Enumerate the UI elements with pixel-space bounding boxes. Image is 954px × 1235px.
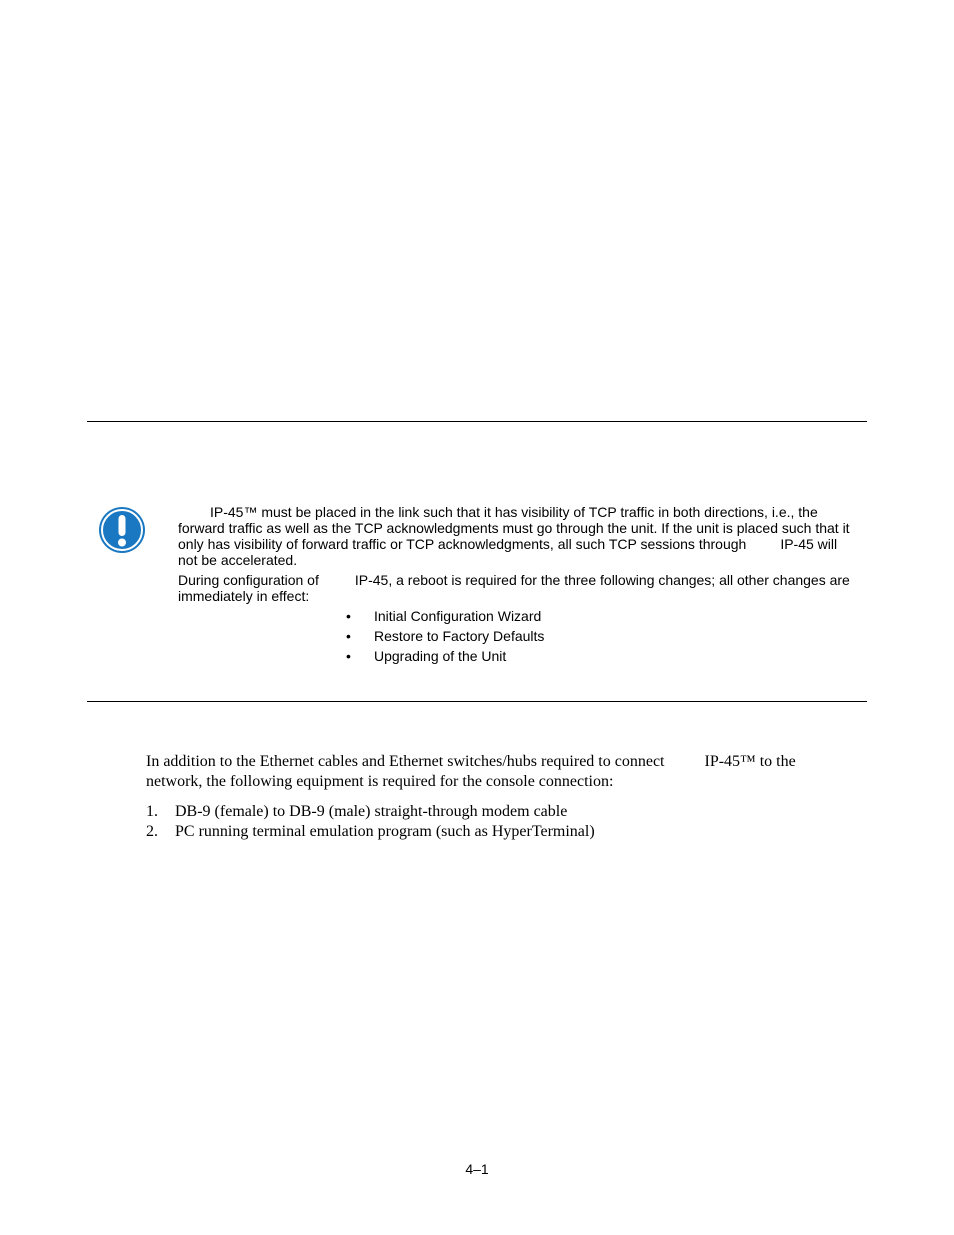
list-item	[146, 822, 595, 842]
list-item-text: Upgrading of the Unit	[374, 648, 507, 664]
list-item	[346, 608, 544, 628]
notice-placement-text-b: IP-45 will not be accelerated.	[178, 536, 838, 568]
list-item	[346, 648, 544, 668]
notice-reboot-text-a: During configuration of	[178, 572, 319, 588]
list-item	[146, 802, 595, 822]
list-item-text: DB-9 (female) to DB-9 (male) straight-through modem cable	[175, 803, 568, 820]
equipment-intro-text-a: In addition to the Ethernet cables and Ethernet switches/hubs required to connect	[146, 753, 665, 770]
list-item-number: 1.	[146, 803, 158, 820]
notice-placement-text-a: IP-45™ must be placed in the link such that it has visibility of TCP traffic in both directions, i.e., the forward traffic as well as the TCP acknowledgments must go through the unit. If the unit is placed such that it only has visibility of forward traffic or TCP acknowledgments, all such TCP sessions through	[178, 504, 850, 552]
section-bottom-rule	[87, 701, 867, 702]
list-item	[346, 628, 544, 648]
page-number: 4–1	[465, 1161, 489, 1177]
equipment-intro-paragraph	[146, 752, 846, 792]
list-item-text: PC running terminal emulation program (such as HyperTerminal)	[175, 823, 595, 840]
list-item-text: Initial Configuration Wizard	[374, 608, 542, 624]
bullet-glyph: •	[346, 608, 351, 624]
important-notice-icon	[98, 506, 146, 554]
equipment-list	[146, 802, 595, 842]
section-top-rule	[87, 421, 867, 422]
list-item-text: Restore to Factory Defaults	[374, 628, 545, 644]
notice-reboot-text-b: IP-45, a reboot is required for the three following changes; all other changes are immediately in effect:	[178, 572, 850, 604]
bullet-glyph: •	[346, 628, 351, 644]
notice-paragraph-reboot	[178, 572, 858, 604]
bullet-glyph: •	[346, 648, 351, 664]
reboot-changes-list	[346, 608, 544, 668]
equipment-intro-text-b: IP-45™ to the network, the following equipment is required for the console connection:	[146, 753, 796, 790]
notice-paragraph-placement	[178, 504, 858, 568]
list-item-number: 2.	[146, 823, 158, 840]
